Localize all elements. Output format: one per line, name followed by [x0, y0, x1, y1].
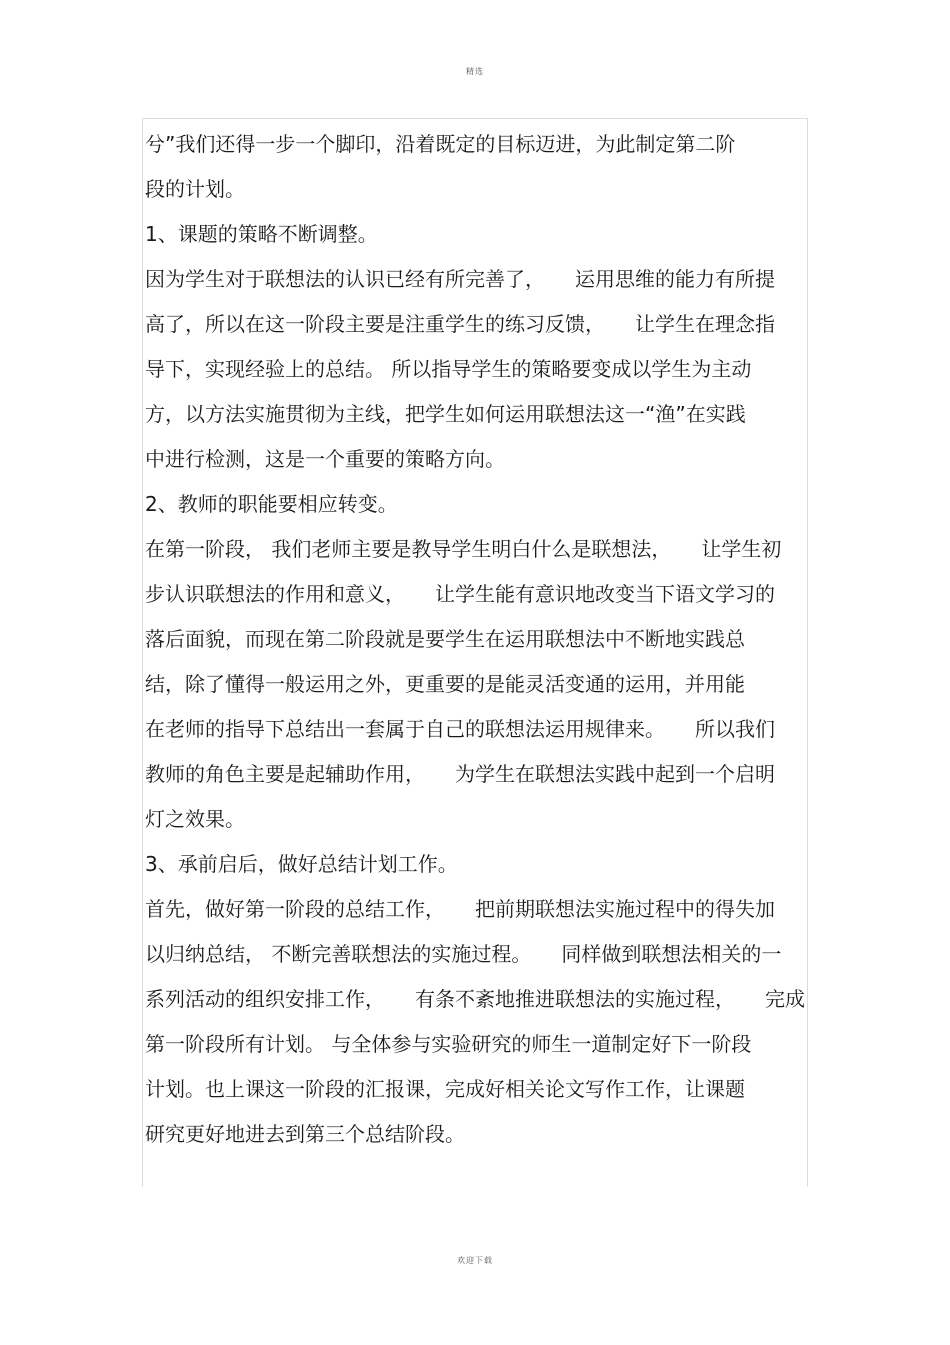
text-segment: 让学生初 — [701, 537, 782, 561]
text-line — [145, 437, 810, 482]
text-segment: 有条不紊地推进联想法的实施过程， — [415, 987, 735, 1011]
text-segment: 完成 — [765, 987, 805, 1011]
text-line — [145, 257, 810, 302]
text-segment: 步认识联想法的作用和意义， — [145, 582, 405, 606]
text-segment: 第一阶段所有计划。 与全体参与实验研究的师生一道制定好下一阶段 — [145, 1032, 752, 1056]
text-segment: 导下，实现经验上的总结。 所以指导学生的策略要变成以学生为主动 — [145, 357, 752, 381]
text-segment: 落后面貌，而现在第二阶段就是要学生在运用联想法中不断地实践总 — [145, 627, 745, 651]
text-segment: 1、课题的策略不断调整。 — [145, 222, 378, 246]
text-segment: 为学生在联想法实践中起到一个启明 — [455, 762, 775, 786]
text-segment: 计划。也上课这一阶段的汇报课，完成好相关论文写作工作，让课题 — [145, 1077, 745, 1101]
text-line — [145, 482, 810, 527]
page-header-mark: 精选 — [466, 67, 484, 76]
text-line — [145, 887, 810, 932]
text-line — [145, 932, 810, 977]
text-segment: 高了，所以在这一阶段主要是注重学生的练习反馈， — [145, 312, 605, 336]
text-line — [145, 212, 810, 257]
page-footer-mark: 欢迎下载 — [457, 1256, 493, 1265]
text-segment: 段的计划。 — [145, 177, 245, 201]
text-line — [145, 617, 810, 662]
text-line — [145, 752, 810, 797]
text-line — [145, 662, 810, 707]
text-segment: 在第一阶段， 我们老师主要是教导学生明白什么是联想法， — [145, 537, 672, 561]
text-segment: 研究更好地进去到第三个总结阶段。 — [145, 1122, 465, 1146]
text-segment: 灯之效果。 — [145, 807, 245, 831]
text-segment: 让学生能有意识地改变当下语文学习的 — [435, 582, 775, 606]
text-segment: 让学生在理念指 — [635, 312, 775, 336]
text-line — [145, 167, 810, 212]
text-segment: 把前期联想法实施过程中的得失加 — [475, 897, 775, 921]
text-segment: 3、承前启后，做好总结计划工作。 — [145, 852, 458, 876]
text-segment: 教师的角色主要是起辅助作用， — [145, 762, 425, 786]
text-line — [145, 572, 810, 617]
text-line — [145, 797, 810, 842]
text-line — [145, 1022, 810, 1067]
text-segment: 方，以方法实施贯彻为主线，把学生如何运用联想法这一“渔”在实践 — [145, 402, 746, 426]
text-line — [145, 392, 810, 437]
text-line — [145, 347, 810, 392]
text-segment: 结，除了懂得一般运用之外，更重要的是能灵活变通的运用，并用能 — [145, 672, 745, 696]
document-body — [145, 122, 810, 1157]
text-line — [145, 527, 810, 572]
text-segment: 系列活动的组织安排工作， — [145, 987, 385, 1011]
text-line — [145, 1112, 810, 1157]
text-line — [145, 977, 810, 1022]
text-line — [145, 122, 810, 167]
text-segment: 运用思维的能力有所提 — [575, 267, 775, 291]
text-segment: 因为学生对于联想法的认识已经有所完善了， — [145, 267, 545, 291]
text-segment: 中进行检测，这是一个重要的策略方向。 — [145, 447, 505, 471]
text-segment: 所以我们 — [695, 717, 775, 741]
text-segment: 以归纳总结， 不断完善联想法的实施过程。 — [145, 942, 532, 966]
text-line — [145, 707, 810, 752]
text-segment: 2、教师的职能要相应转变。 — [145, 492, 398, 516]
text-line — [145, 302, 810, 347]
text-segment: 首先，做好第一阶段的总结工作， — [145, 897, 445, 921]
text-segment: 在老师的指导下总结出一套属于自己的联想法运用规律来。 — [145, 717, 665, 741]
text-line — [145, 842, 810, 887]
text-segment: 兮”我们还得一步一个脚印，沿着既定的目标迈进，为此制定第二阶 — [145, 132, 736, 156]
text-line — [145, 1067, 810, 1112]
text-segment: 同样做到联想法相关的一 — [561, 942, 782, 966]
